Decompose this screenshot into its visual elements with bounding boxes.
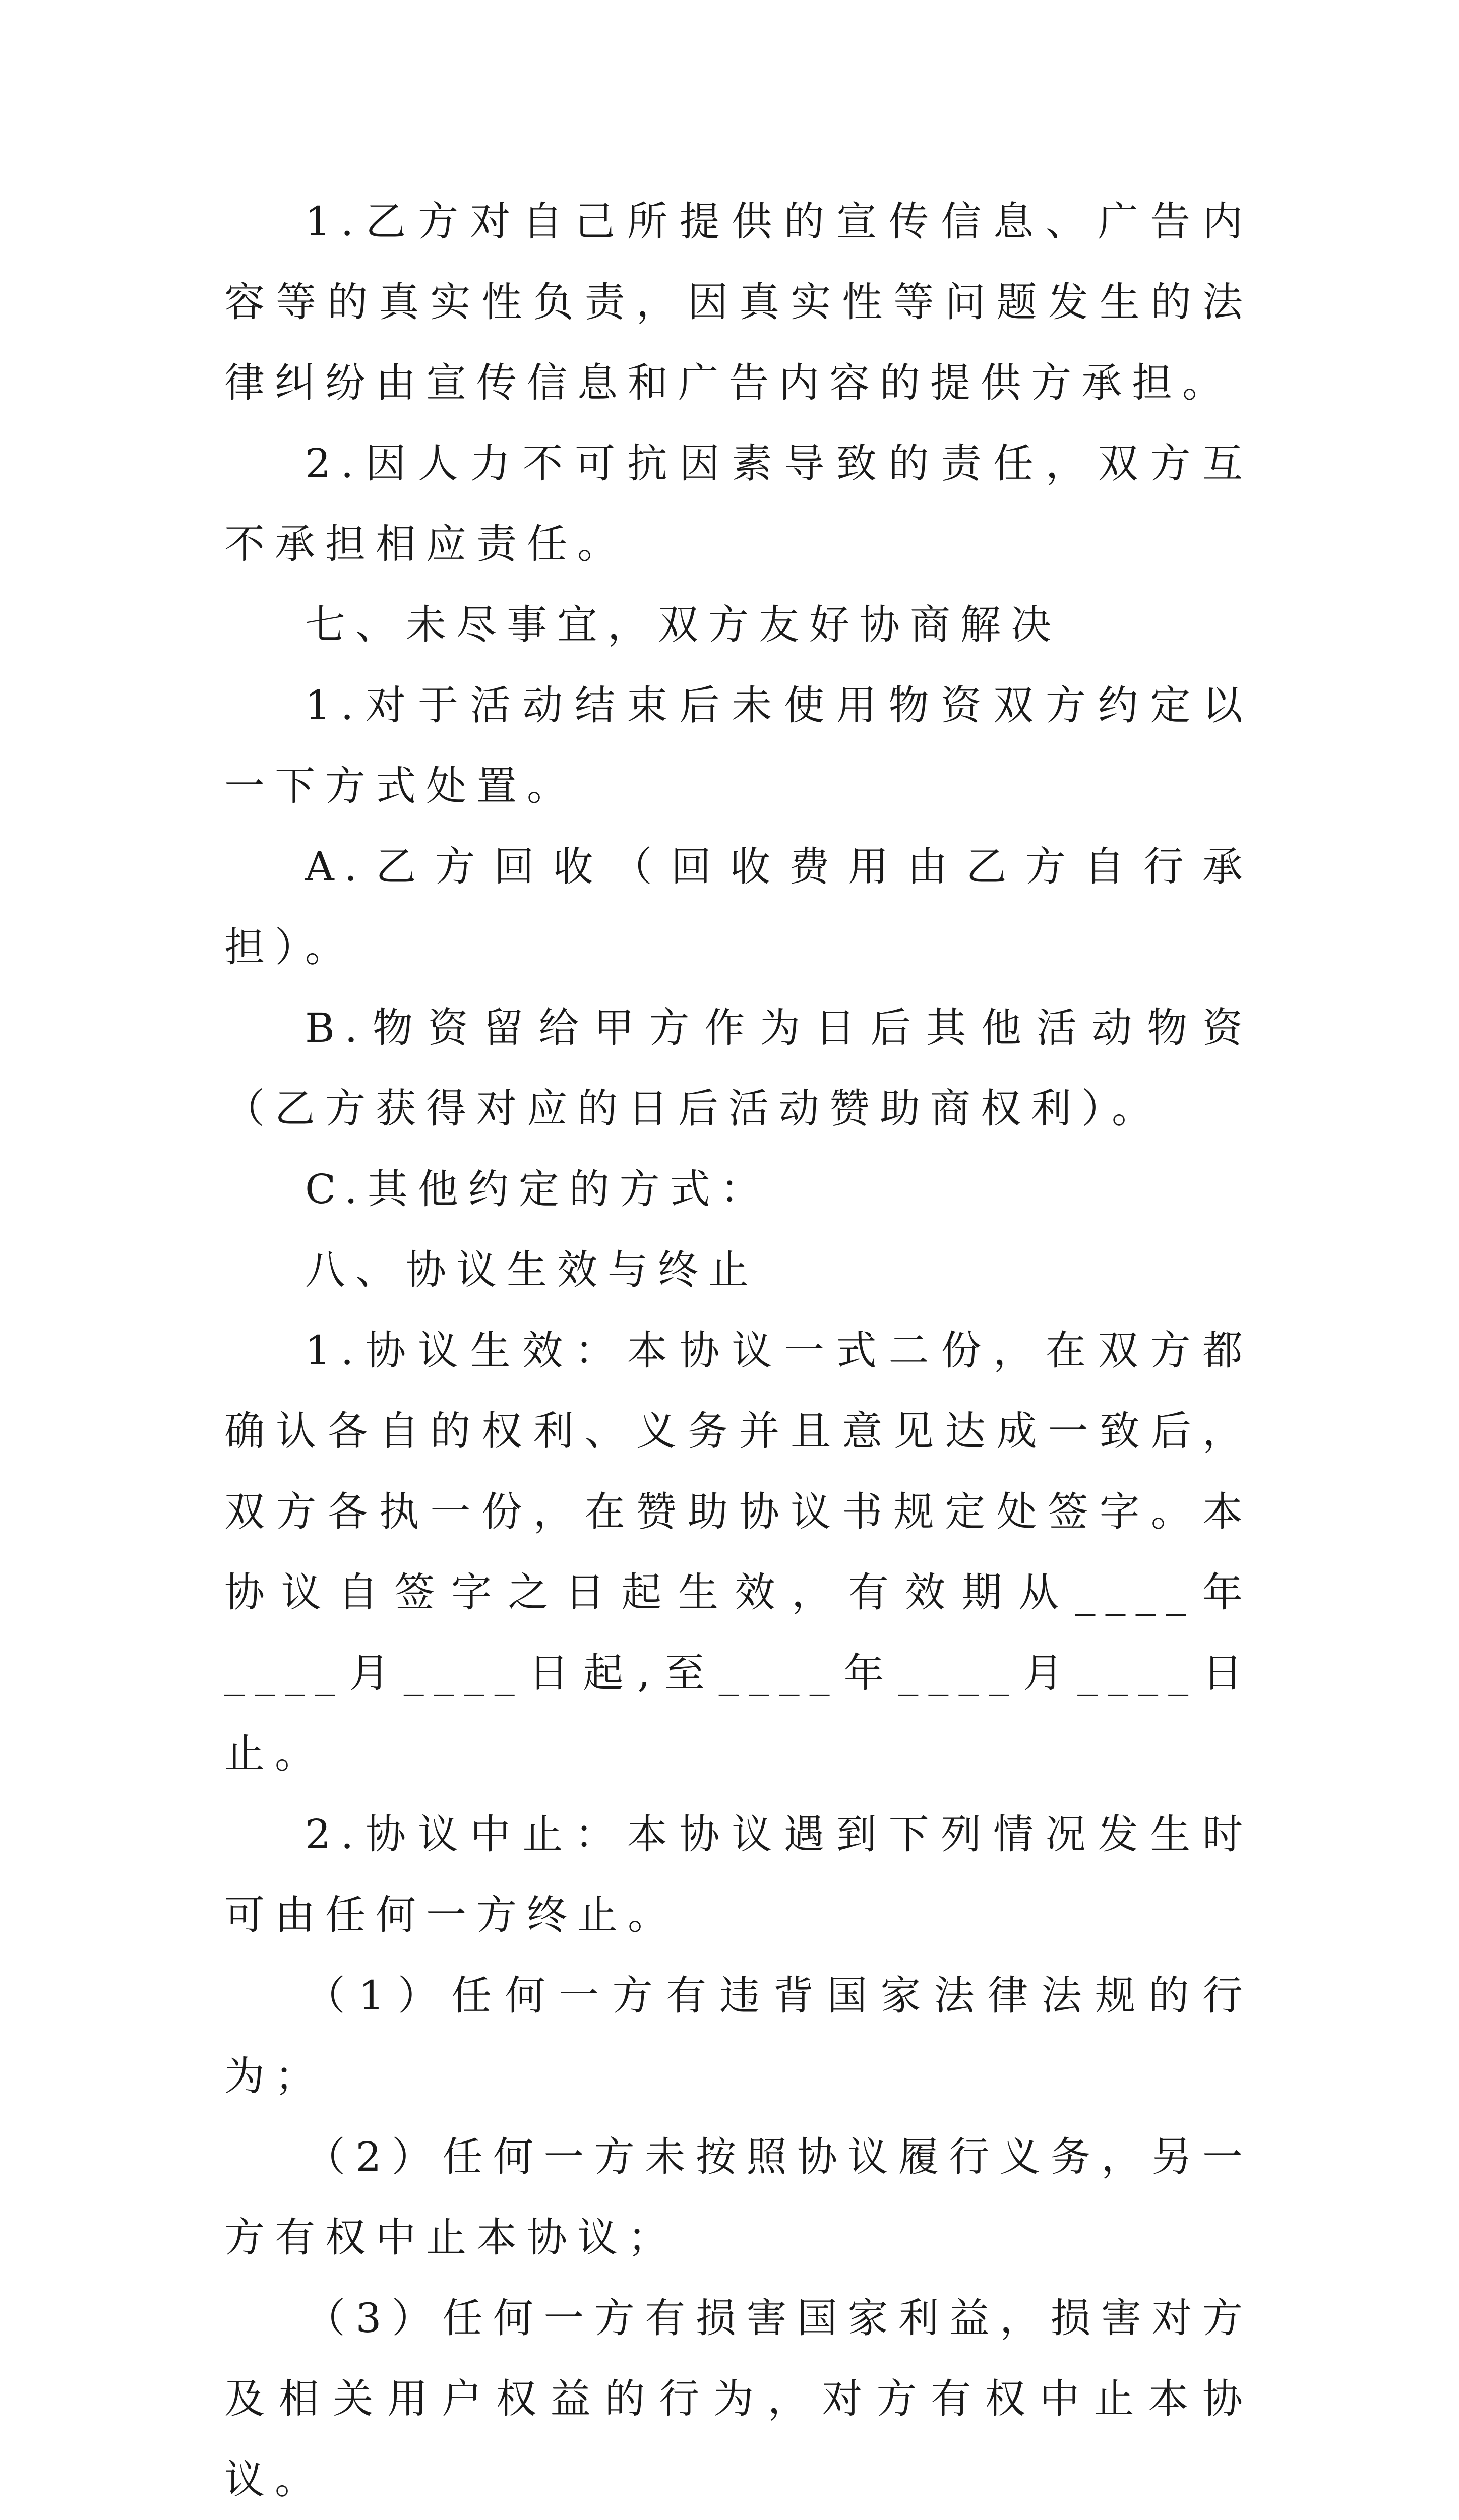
termination-case-2: （2）任何一方未按照协议履行义务，另一方有权中止本协议； — [224, 2133, 1253, 2261]
section-heading-7: 七、未尽事宜，双方友好协商解决 — [305, 601, 1061, 648]
document-body — [224, 181, 1253, 2520]
option-a: A.乙方回收（回收费用由乙方自行承担）。 — [224, 843, 1253, 971]
option-c: C.其他约定的方式： — [305, 1166, 771, 1213]
clause-6-item-2: 2.因人力不可抗因素导致的责任，双方互不承担相应责任。 — [224, 440, 1253, 568]
termination-case-1: （1）任何一方有违背国家法律法规的行为； — [224, 1972, 1253, 2100]
section-heading-8: 八、协议生效与终止 — [305, 1246, 759, 1293]
clause-6-item-1: 1.乙方对自己所提供的宣传信息、广告内容等的真实性负责，因真实性等问题发生的法律纠纷由宣传信息和广告内容的提供方承担。 — [224, 198, 1253, 406]
termination-case-3: （3）任何一方有损害国家利益，损害对方及相关用户权益的行为，对方有权中止本协议。 — [224, 2295, 1253, 2503]
option-b: B.物资留给甲方作为日后其他活动物资（乙方获得对应的日后活动赞助商权利）。 — [224, 1004, 1253, 1132]
clause-8-item-1: 1.协议生效：本协议一式二份，在双方都确认各自的权利、义务并且意见达成一致后，双方各执一份，在赞助协议书规定处签字。本协议自签字之日起生效，有效期从____年____月____日起,至____年____月____日止。 — [224, 1327, 1253, 1777]
clause-8-item-2: 2.协议中止：本协议遇到下列情况发生时可由任何一方终止。 — [224, 1811, 1253, 1938]
clause-7-item-1: 1.对于活动结束后未使用物资双方约定以一下方式处置。 — [224, 682, 1253, 809]
